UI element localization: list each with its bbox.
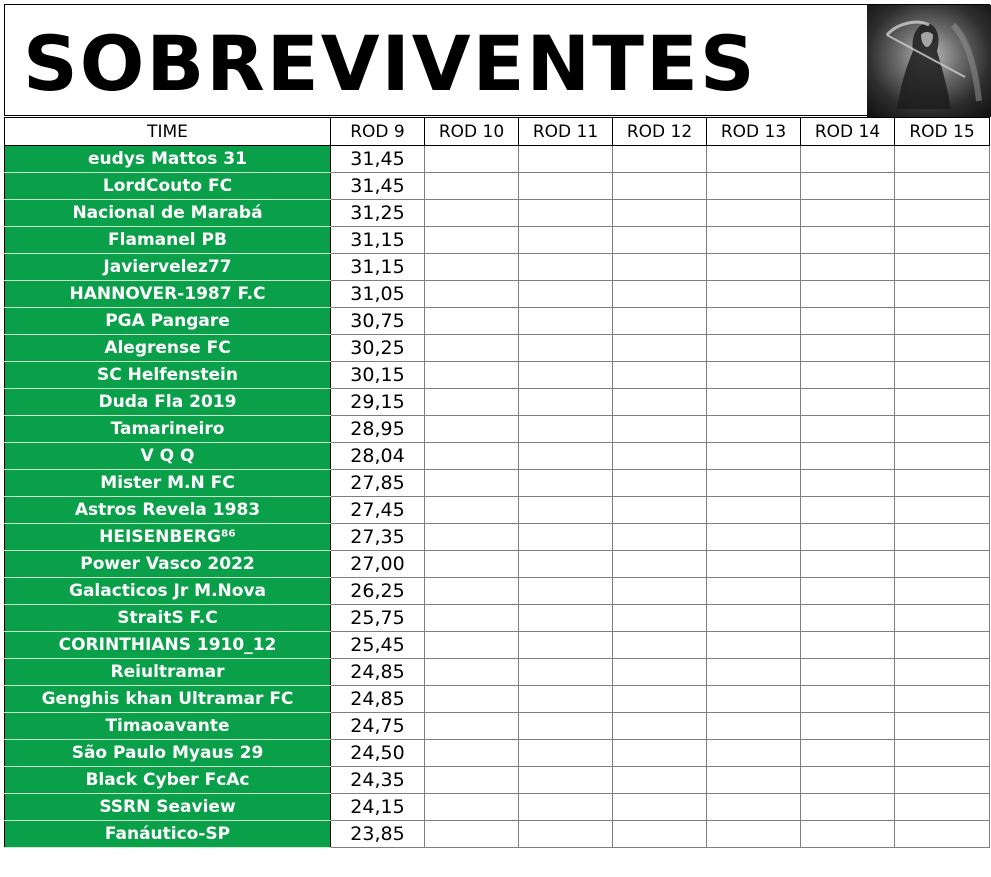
rod15-score-cell[interactable] bbox=[895, 578, 990, 605]
rod10-score-cell[interactable] bbox=[425, 713, 519, 740]
rod11-score-cell[interactable] bbox=[519, 470, 613, 497]
rod14-score-cell[interactable] bbox=[801, 200, 895, 227]
rod15-score-cell[interactable] bbox=[895, 443, 990, 470]
rod12-score-cell[interactable] bbox=[613, 821, 707, 848]
rod13-score-cell[interactable] bbox=[707, 281, 801, 308]
team-name-cell[interactable]: Duda Fla 2019 bbox=[5, 389, 331, 416]
rod11-score-cell[interactable] bbox=[519, 146, 613, 173]
team-name-cell[interactable]: Genghis khan Ultramar FC bbox=[5, 686, 331, 713]
rod11-score-cell[interactable] bbox=[519, 362, 613, 389]
column-header-rod10: ROD 10 bbox=[425, 118, 519, 146]
table-row bbox=[5, 605, 990, 632]
rod10-score-cell[interactable] bbox=[425, 173, 519, 200]
rod13-score-cell[interactable] bbox=[707, 362, 801, 389]
table-row bbox=[5, 470, 990, 497]
rod13-score-cell[interactable] bbox=[707, 308, 801, 335]
rod14-score-cell[interactable] bbox=[801, 416, 895, 443]
table-row bbox=[5, 362, 990, 389]
rod12-score-cell[interactable] bbox=[613, 659, 707, 686]
rod14-score-cell[interactable] bbox=[801, 470, 895, 497]
standings-table bbox=[4, 117, 990, 848]
rod14-score-cell[interactable] bbox=[801, 713, 895, 740]
table-row bbox=[5, 173, 990, 200]
table-row bbox=[5, 713, 990, 740]
team-name-cell[interactable]: eudys Mattos 31 bbox=[5, 146, 331, 173]
table-row bbox=[5, 821, 990, 848]
rod14-score-cell[interactable] bbox=[801, 173, 895, 200]
rod14-score-cell[interactable] bbox=[801, 362, 895, 389]
rod13-score-cell[interactable] bbox=[707, 254, 801, 281]
rod12-score-cell[interactable] bbox=[613, 200, 707, 227]
team-name-cell[interactable]: São Paulo Myaus 29 bbox=[5, 740, 331, 767]
rod10-score-cell[interactable] bbox=[425, 551, 519, 578]
rod11-score-cell[interactable] bbox=[519, 767, 613, 794]
rod13-score-cell[interactable] bbox=[707, 335, 801, 362]
rod12-score-cell[interactable] bbox=[613, 551, 707, 578]
rod10-score-cell[interactable] bbox=[425, 794, 519, 821]
table-row bbox=[5, 686, 990, 713]
grim-reaper-icon bbox=[867, 5, 991, 117]
rod13-score-cell[interactable] bbox=[707, 416, 801, 443]
rod12-score-cell[interactable] bbox=[613, 497, 707, 524]
rod12-score-cell[interactable] bbox=[613, 578, 707, 605]
rod9-score-cell[interactable]: 24,85 bbox=[331, 659, 425, 686]
rod10-score-cell[interactable] bbox=[425, 281, 519, 308]
rod12-score-cell[interactable] bbox=[613, 605, 707, 632]
table-row bbox=[5, 632, 990, 659]
rod14-score-cell[interactable] bbox=[801, 551, 895, 578]
rod12-score-cell[interactable] bbox=[613, 254, 707, 281]
rod9-score-cell[interactable]: 27,45 bbox=[331, 497, 425, 524]
rod15-score-cell[interactable] bbox=[895, 335, 990, 362]
rod14-score-cell[interactable] bbox=[801, 659, 895, 686]
rod12-score-cell[interactable] bbox=[613, 389, 707, 416]
rod11-score-cell[interactable] bbox=[519, 254, 613, 281]
rod13-score-cell[interactable] bbox=[707, 686, 801, 713]
rod11-score-cell[interactable] bbox=[519, 659, 613, 686]
rod10-score-cell[interactable] bbox=[425, 686, 519, 713]
team-name-cell[interactable]: Javiervelez77 bbox=[5, 254, 331, 281]
rod10-score-cell[interactable] bbox=[425, 443, 519, 470]
rod12-score-cell[interactable] bbox=[613, 470, 707, 497]
rod12-score-cell[interactable] bbox=[613, 632, 707, 659]
table-row bbox=[5, 200, 990, 227]
table-row bbox=[5, 659, 990, 686]
rod11-score-cell[interactable] bbox=[519, 713, 613, 740]
rod9-score-cell[interactable]: 28,04 bbox=[331, 443, 425, 470]
table-row bbox=[5, 308, 990, 335]
team-name-cell[interactable]: Flamanel PB bbox=[5, 227, 331, 254]
rod15-score-cell[interactable] bbox=[895, 659, 990, 686]
rod13-score-cell[interactable] bbox=[707, 443, 801, 470]
rod13-score-cell[interactable] bbox=[707, 551, 801, 578]
rod9-score-cell[interactable]: 24,50 bbox=[331, 740, 425, 767]
rod15-score-cell[interactable] bbox=[895, 497, 990, 524]
column-header-rod15: ROD 15 bbox=[895, 118, 990, 146]
rod15-score-cell[interactable] bbox=[895, 686, 990, 713]
rod9-score-cell[interactable]: 31,25 bbox=[331, 200, 425, 227]
team-name-cell[interactable]: CORINTHIANS 1910_12 bbox=[5, 632, 331, 659]
rod14-score-cell[interactable] bbox=[801, 443, 895, 470]
rod9-score-cell[interactable]: 30,75 bbox=[331, 308, 425, 335]
team-name-cell[interactable]: Nacional de Marabá bbox=[5, 200, 331, 227]
team-name-cell[interactable]: HEISENBERG⁸⁶ bbox=[5, 524, 331, 551]
rod15-score-cell[interactable] bbox=[895, 794, 990, 821]
rod11-score-cell[interactable] bbox=[519, 578, 613, 605]
column-header-time: TIME bbox=[5, 118, 331, 146]
team-name-cell[interactable]: Timaoavante bbox=[5, 713, 331, 740]
rod9-score-cell[interactable]: 30,15 bbox=[331, 362, 425, 389]
rod10-score-cell[interactable] bbox=[425, 632, 519, 659]
rod10-score-cell[interactable] bbox=[425, 362, 519, 389]
team-name-cell[interactable]: Reiultramar bbox=[5, 659, 331, 686]
rod14-score-cell[interactable] bbox=[801, 740, 895, 767]
rod11-score-cell[interactable] bbox=[519, 740, 613, 767]
rod14-score-cell[interactable] bbox=[801, 632, 895, 659]
rod12-score-cell[interactable] bbox=[613, 713, 707, 740]
rod13-score-cell[interactable] bbox=[707, 767, 801, 794]
rod12-score-cell[interactable] bbox=[613, 146, 707, 173]
rod11-score-cell[interactable] bbox=[519, 281, 613, 308]
team-name-cell[interactable]: StraitS F.C bbox=[5, 605, 331, 632]
rod13-score-cell[interactable] bbox=[707, 632, 801, 659]
rod12-score-cell[interactable] bbox=[613, 227, 707, 254]
rod10-score-cell[interactable] bbox=[425, 497, 519, 524]
rod11-score-cell[interactable] bbox=[519, 389, 613, 416]
rod14-score-cell[interactable] bbox=[801, 389, 895, 416]
rod11-score-cell[interactable] bbox=[519, 200, 613, 227]
rod14-score-cell[interactable] bbox=[801, 794, 895, 821]
rod14-score-cell[interactable] bbox=[801, 605, 895, 632]
rod14-score-cell[interactable] bbox=[801, 524, 895, 551]
rod12-score-cell[interactable] bbox=[613, 686, 707, 713]
team-name-cell[interactable]: PGA Pangare bbox=[5, 308, 331, 335]
rod10-score-cell[interactable] bbox=[425, 254, 519, 281]
rod13-score-cell[interactable] bbox=[707, 821, 801, 848]
page-title: SOBREVIVENTES bbox=[23, 19, 757, 108]
table-row bbox=[5, 281, 990, 308]
rod10-score-cell[interactable] bbox=[425, 389, 519, 416]
rod15-score-cell[interactable] bbox=[895, 146, 990, 173]
rod14-score-cell[interactable] bbox=[801, 767, 895, 794]
rod9-score-cell[interactable]: 23,85 bbox=[331, 821, 425, 848]
column-header-rod13: ROD 13 bbox=[707, 118, 801, 146]
rod10-score-cell[interactable] bbox=[425, 578, 519, 605]
rod10-score-cell[interactable] bbox=[425, 470, 519, 497]
rod11-score-cell[interactable] bbox=[519, 794, 613, 821]
rod9-score-cell[interactable]: 31,15 bbox=[331, 254, 425, 281]
rod14-score-cell[interactable] bbox=[801, 686, 895, 713]
rod11-score-cell[interactable] bbox=[519, 551, 613, 578]
rod11-score-cell[interactable] bbox=[519, 173, 613, 200]
rod11-score-cell[interactable] bbox=[519, 497, 613, 524]
rod9-score-cell[interactable]: 24,15 bbox=[331, 794, 425, 821]
rod13-score-cell[interactable] bbox=[707, 713, 801, 740]
rod11-score-cell[interactable] bbox=[519, 443, 613, 470]
rod12-score-cell[interactable] bbox=[613, 767, 707, 794]
team-name-cell[interactable]: HANNOVER-1987 F.C bbox=[5, 281, 331, 308]
table-row bbox=[5, 335, 990, 362]
rod14-score-cell[interactable] bbox=[801, 281, 895, 308]
table-row bbox=[5, 524, 990, 551]
rod14-score-cell[interactable] bbox=[801, 254, 895, 281]
rod15-score-cell[interactable] bbox=[895, 173, 990, 200]
rod15-score-cell[interactable] bbox=[895, 362, 990, 389]
rod15-score-cell[interactable] bbox=[895, 713, 990, 740]
rod10-score-cell[interactable] bbox=[425, 308, 519, 335]
rod11-score-cell[interactable] bbox=[519, 524, 613, 551]
team-name-cell[interactable]: Fanáutico-SP bbox=[5, 821, 331, 848]
header-row bbox=[5, 118, 990, 146]
rod12-score-cell[interactable] bbox=[613, 443, 707, 470]
rod15-score-cell[interactable] bbox=[895, 308, 990, 335]
team-name-cell[interactable]: Black Cyber FcAc bbox=[5, 767, 331, 794]
rod9-score-cell[interactable]: 24,35 bbox=[331, 767, 425, 794]
team-name-cell[interactable]: LordCouto FC bbox=[5, 173, 331, 200]
rod15-score-cell[interactable] bbox=[895, 821, 990, 848]
rod15-score-cell[interactable] bbox=[895, 227, 990, 254]
table-row bbox=[5, 497, 990, 524]
rod14-score-cell[interactable] bbox=[801, 497, 895, 524]
rod13-score-cell[interactable] bbox=[707, 173, 801, 200]
rod10-score-cell[interactable] bbox=[425, 740, 519, 767]
rod10-score-cell[interactable] bbox=[425, 605, 519, 632]
rod11-score-cell[interactable] bbox=[519, 821, 613, 848]
rod11-score-cell[interactable] bbox=[519, 686, 613, 713]
rod15-score-cell[interactable] bbox=[895, 740, 990, 767]
rod10-score-cell[interactable] bbox=[425, 659, 519, 686]
rod13-score-cell[interactable] bbox=[707, 389, 801, 416]
rod10-score-cell[interactable] bbox=[425, 200, 519, 227]
table-row bbox=[5, 389, 990, 416]
rod10-score-cell[interactable] bbox=[425, 416, 519, 443]
rod12-score-cell[interactable] bbox=[613, 740, 707, 767]
team-name-cell[interactable]: Mister M.N FC bbox=[5, 470, 331, 497]
rod13-score-cell[interactable] bbox=[707, 470, 801, 497]
rod10-score-cell[interactable] bbox=[425, 821, 519, 848]
rod9-score-cell[interactable]: 24,85 bbox=[331, 686, 425, 713]
rod13-score-cell[interactable] bbox=[707, 227, 801, 254]
rod14-score-cell[interactable] bbox=[801, 308, 895, 335]
rod15-score-cell[interactable] bbox=[895, 200, 990, 227]
table-row bbox=[5, 146, 990, 173]
rod11-score-cell[interactable] bbox=[519, 308, 613, 335]
rod13-score-cell[interactable] bbox=[707, 794, 801, 821]
rod9-score-cell[interactable]: 31,05 bbox=[331, 281, 425, 308]
rod10-score-cell[interactable] bbox=[425, 227, 519, 254]
rod15-score-cell[interactable] bbox=[895, 416, 990, 443]
rod14-score-cell[interactable] bbox=[801, 578, 895, 605]
rod14-score-cell[interactable] bbox=[801, 227, 895, 254]
rod9-score-cell[interactable]: 25,45 bbox=[331, 632, 425, 659]
team-name-cell[interactable]: SC Helfenstein bbox=[5, 362, 331, 389]
table-row bbox=[5, 767, 990, 794]
rod15-score-cell[interactable] bbox=[895, 605, 990, 632]
rod14-score-cell[interactable] bbox=[801, 821, 895, 848]
rod11-score-cell[interactable] bbox=[519, 335, 613, 362]
rod13-score-cell[interactable] bbox=[707, 146, 801, 173]
rod11-score-cell[interactable] bbox=[519, 416, 613, 443]
rod10-score-cell[interactable] bbox=[425, 767, 519, 794]
rod13-score-cell[interactable] bbox=[707, 497, 801, 524]
column-header-rod12: ROD 12 bbox=[613, 118, 707, 146]
team-name-cell[interactable]: SSRN Seaview bbox=[5, 794, 331, 821]
rod14-score-cell[interactable] bbox=[801, 146, 895, 173]
rod13-score-cell[interactable] bbox=[707, 200, 801, 227]
rod10-score-cell[interactable] bbox=[425, 335, 519, 362]
rod11-score-cell[interactable] bbox=[519, 632, 613, 659]
rod14-score-cell[interactable] bbox=[801, 335, 895, 362]
rod12-score-cell[interactable] bbox=[613, 335, 707, 362]
rod15-score-cell[interactable] bbox=[895, 254, 990, 281]
rod11-score-cell[interactable] bbox=[519, 227, 613, 254]
team-name-cell[interactable]: Tamarineiro bbox=[5, 416, 331, 443]
table-row bbox=[5, 551, 990, 578]
rod13-score-cell[interactable] bbox=[707, 524, 801, 551]
rod12-score-cell[interactable] bbox=[613, 524, 707, 551]
rod9-score-cell[interactable]: 30,25 bbox=[331, 335, 425, 362]
table-row bbox=[5, 254, 990, 281]
team-name-cell[interactable]: Alegrense FC bbox=[5, 335, 331, 362]
rod15-score-cell[interactable] bbox=[895, 767, 990, 794]
rod9-score-cell[interactable]: 28,95 bbox=[331, 416, 425, 443]
grim-reaper-image bbox=[867, 5, 991, 117]
rod13-score-cell[interactable] bbox=[707, 740, 801, 767]
rod9-score-cell[interactable]: 31,15 bbox=[331, 227, 425, 254]
rod13-score-cell[interactable] bbox=[707, 605, 801, 632]
rod15-score-cell[interactable] bbox=[895, 551, 990, 578]
rod15-score-cell[interactable] bbox=[895, 281, 990, 308]
rod13-score-cell[interactable] bbox=[707, 659, 801, 686]
table-row bbox=[5, 227, 990, 254]
rod15-score-cell[interactable] bbox=[895, 524, 990, 551]
team-name-cell[interactable]: Astros Revela 1983 bbox=[5, 497, 331, 524]
column-header-rod9: ROD 9 bbox=[331, 118, 425, 146]
rod9-score-cell[interactable]: 27,35 bbox=[331, 524, 425, 551]
rod15-score-cell[interactable] bbox=[895, 389, 990, 416]
rod15-score-cell[interactable] bbox=[895, 470, 990, 497]
table-row bbox=[5, 794, 990, 821]
rod9-score-cell[interactable]: 29,15 bbox=[331, 389, 425, 416]
rod12-score-cell[interactable] bbox=[613, 794, 707, 821]
rod10-score-cell[interactable] bbox=[425, 146, 519, 173]
rod9-score-cell[interactable]: 31,45 bbox=[331, 173, 425, 200]
rod12-score-cell[interactable] bbox=[613, 281, 707, 308]
column-header-rod14: ROD 14 bbox=[801, 118, 895, 146]
rod9-score-cell[interactable]: 31,45 bbox=[331, 146, 425, 173]
rod12-score-cell[interactable] bbox=[613, 416, 707, 443]
sheet-header bbox=[4, 4, 990, 116]
rod11-score-cell[interactable] bbox=[519, 605, 613, 632]
rod15-score-cell[interactable] bbox=[895, 632, 990, 659]
column-header-rod11: ROD 11 bbox=[519, 118, 613, 146]
table-row bbox=[5, 578, 990, 605]
table-row bbox=[5, 416, 990, 443]
rod12-score-cell[interactable] bbox=[613, 362, 707, 389]
rod13-score-cell[interactable] bbox=[707, 578, 801, 605]
rod9-score-cell[interactable]: 24,75 bbox=[331, 713, 425, 740]
rod9-score-cell[interactable]: 27,85 bbox=[331, 470, 425, 497]
rod9-score-cell[interactable]: 26,25 bbox=[331, 578, 425, 605]
rod9-score-cell[interactable]: 27,00 bbox=[331, 551, 425, 578]
table-row bbox=[5, 443, 990, 470]
rod9-score-cell[interactable]: 25,75 bbox=[331, 605, 425, 632]
rod10-score-cell[interactable] bbox=[425, 524, 519, 551]
team-name-cell[interactable]: Galacticos Jr M.Nova bbox=[5, 578, 331, 605]
table-row bbox=[5, 740, 990, 767]
rod12-score-cell[interactable] bbox=[613, 173, 707, 200]
team-name-cell[interactable]: V Q Q bbox=[5, 443, 331, 470]
team-name-cell[interactable]: Power Vasco 2022 bbox=[5, 551, 331, 578]
rod12-score-cell[interactable] bbox=[613, 308, 707, 335]
